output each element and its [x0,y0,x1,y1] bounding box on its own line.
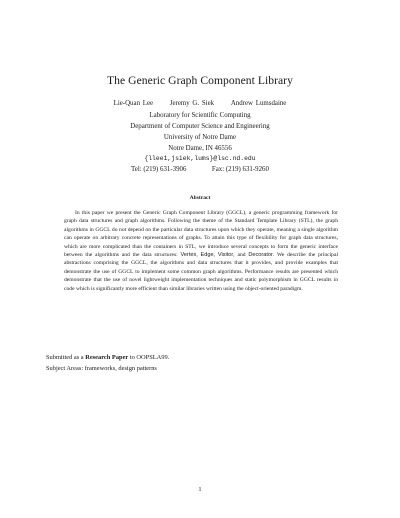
concept-vertex: Vertex [180,252,197,259]
separator: , and [233,252,249,259]
paper-title: The Generic Graph Component Library [107,74,293,87]
affiliation-city: Notre Dame, IN 46556 [168,145,232,152]
author-list [0,100,400,107]
subject-areas: Subject Areas: frameworks, design patterns [46,365,157,372]
separator: , [213,252,218,259]
abstract-heading: Abstract [189,195,211,201]
page-number: 1 [198,486,202,493]
concept-decorator: Decorator [248,252,273,259]
separator: , [196,252,201,259]
affiliation-lab: Laboratory for Scientific Computing [149,112,251,119]
tel-number: Tel: (219) 631-3906 [131,166,187,173]
abstract-text: In this paper we present the Generic Graph Component Library (GGCL), a generic programming framework for graph data structures and graph algorithms. Following the theme of the Standard Template Library (STL), the graph algorithms in GGCL do not depend on the particular data structures upon which they operate, meaning a single algorithm can operate on arbitrary concrete representations of graphs. To attain this type of flexibility for graph data structures, which are more complicated than the containers in STL, we introduce several concepts to form the generic interface between the algorithms and the data structures: [64,210,338,259]
author-name: Jeremy G. Siek [169,100,215,107]
abstract-body [64,209,338,293]
concept-visitor: Visitor [217,252,234,259]
affiliation-department: Department of Computer Science and Engineering [130,123,270,130]
author-name: Lie-Quan Lee [113,100,154,107]
concept-edge: Edge [200,252,214,259]
affiliation-university: University of Notre Dame [163,134,237,141]
author-name: Andrew Lumsdaine [230,100,287,107]
submission-suffix: to OOPSLA99. [128,354,170,361]
contact-email: {llee1,jsiek,lums}@lsc.nd.edu [144,155,256,162]
abstract-text: . We describe the principal abstractions comprising the GGCL, the algorithms and data structures that it provides, and provide examples that demonstrate the use of GGCL to implement some common graph algorithms. Performance results are presented which demonstrate that the use of novel lightweight implementation techniques and static polymorphism in GGCL results in code which is significantly more efficient than similar libraries written using the object-oriented paradigm. [64,252,339,292]
fax-number: Fax: (219) 631-9260 [211,166,269,173]
submission-type: Research Paper [85,354,129,361]
submission-prefix: Submitted as a [46,354,86,361]
submission-note [46,354,169,361]
contact-phone [0,166,400,173]
